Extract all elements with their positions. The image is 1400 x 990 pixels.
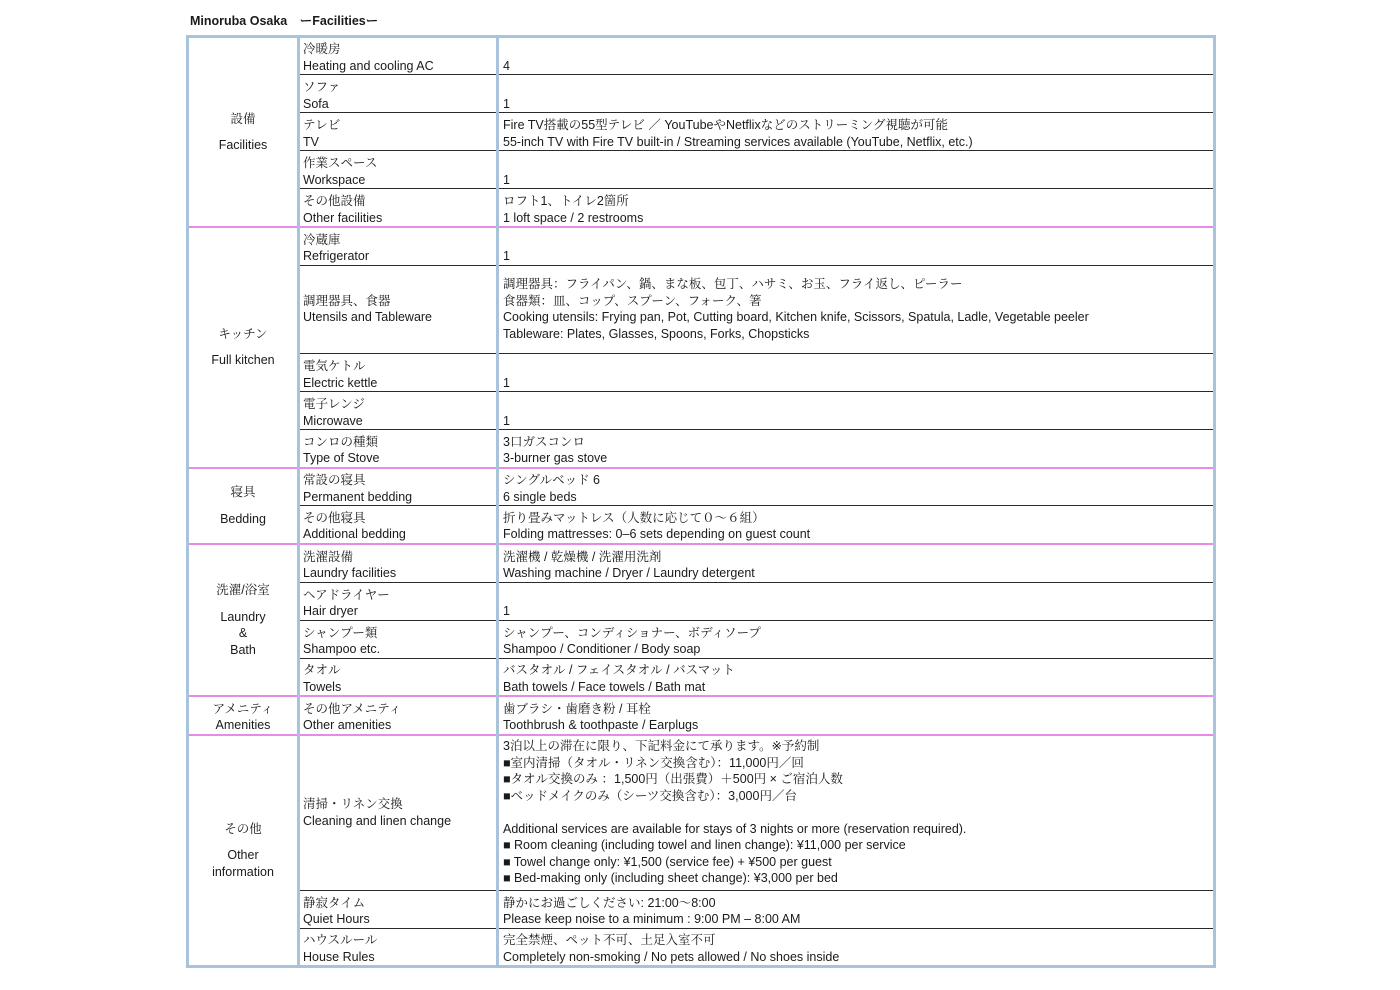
- value-line: Cooking utensils: Frying pan, Pot, Cutting board, Kitchen knife, Scissors, Spatula, Ladle, Vegetable peeler: [503, 310, 1089, 325]
- value-line: 3泊以上の滞在に限り、下記料金にて承ります。※予約制: [503, 739, 820, 754]
- item-label-ja: 清掃・リネン交換: [303, 797, 403, 812]
- table-row: [188, 151, 1215, 189]
- item-label-ja: ヘアドライヤー: [303, 587, 390, 602]
- value-line: 3-burner gas stove: [503, 451, 608, 466]
- value-line: Fire TV搭載の55型テレビ ／ YouTubeやNetflixなどのストリーミング視聴が可能: [503, 118, 948, 133]
- item-label-ja: 常設の寝具: [303, 473, 366, 488]
- item-label-en: Refrigerator: [303, 249, 369, 264]
- value-cell: [498, 113, 1215, 151]
- value-line: ■ Towel change only: ¥1,500 (service fee) + ¥500 per guest: [503, 854, 832, 869]
- item-label-en: Additional bedding: [303, 527, 406, 542]
- value-line: 1: [503, 249, 510, 264]
- value-line: 1: [503, 172, 510, 187]
- item-label-en: House Rules: [303, 949, 375, 964]
- category-label-ja: 洗濯/浴室: [216, 583, 270, 598]
- value-line: 洗濯機 / 乾燥機 / 洗濯用洗剤: [503, 549, 662, 564]
- value-cell: [498, 151, 1215, 189]
- value-line: シングルベッド 6: [503, 473, 600, 488]
- item-label-en: Workspace: [303, 172, 366, 187]
- item-label-en: Utensils and Tableware: [303, 310, 433, 325]
- table-row: [188, 227, 1215, 265]
- category-label-en: Other: [227, 848, 259, 863]
- item-cell: [299, 227, 498, 265]
- item-cell: [299, 890, 498, 928]
- value-cell: [498, 582, 1215, 620]
- item-label-en: Laundry facilities: [303, 566, 397, 581]
- item-label-ja: ソファ: [303, 80, 341, 95]
- item-cell: [299, 582, 498, 620]
- item-label-ja: その他設備: [303, 194, 366, 209]
- category-cell-facilities: [188, 37, 299, 228]
- value-line: ■ベッドメイクのみ（シーツ交換含む）：3,000円／台: [503, 788, 797, 803]
- value-line: 3口ガスコンロ: [503, 434, 585, 449]
- table-row: [188, 265, 1215, 353]
- item-label-ja: 冷暖房: [303, 42, 341, 57]
- value-line: バスタオル / フェイスタオル / バスマット: [503, 663, 735, 678]
- category-cell-other: [188, 735, 299, 967]
- item-label-ja: テレビ: [303, 118, 341, 133]
- item-label-en: Towels: [303, 679, 342, 694]
- value-line: 1: [503, 413, 510, 428]
- value-line: Folding mattresses: 0–6 sets depending on guest count: [503, 527, 811, 542]
- table-row: [188, 544, 1215, 582]
- value-line: Additional services are available for stays of 3 nights or more (reservation required).: [503, 821, 967, 836]
- value-line: 1 loft space / 2 restrooms: [503, 210, 644, 225]
- item-label-ja: ハウスルール: [303, 933, 378, 947]
- category-label-en: &: [238, 626, 248, 641]
- value-line: ロフト1、トイレ2箇所: [503, 194, 629, 209]
- item-cell: [299, 658, 498, 696]
- item-label-ja: その他アメニティ: [303, 701, 402, 716]
- table-row: [188, 696, 1215, 734]
- table-row: [188, 928, 1215, 966]
- item-label-ja: 静寂タイム: [303, 895, 366, 910]
- value-line: ■ Room cleaning (including towel and linen change): ¥11,000 per service: [503, 838, 906, 853]
- item-label-ja: タオル: [303, 663, 341, 678]
- table-row: [188, 392, 1215, 430]
- item-cell: [299, 928, 498, 966]
- value-cell: [498, 430, 1215, 468]
- value-line: Washing machine / Dryer / Laundry detergent: [503, 566, 755, 581]
- table-row: [188, 430, 1215, 468]
- table-row: [188, 658, 1215, 696]
- value-cell: [498, 890, 1215, 928]
- value-line: 歯ブラシ・歯磨き粉 / 耳栓: [503, 701, 651, 716]
- table-row: [188, 113, 1215, 151]
- item-label-ja: 電子レンジ: [303, 397, 365, 412]
- value-cell: [498, 189, 1215, 227]
- item-cell: [299, 151, 498, 189]
- item-cell: [299, 468, 498, 506]
- value-cell: [498, 392, 1215, 430]
- item-cell: [299, 544, 498, 582]
- item-label-en: Heating and cooling AC: [303, 58, 434, 73]
- category-label-ja: キッチン: [218, 326, 268, 341]
- item-cell: [299, 37, 498, 75]
- category-label-en: Bedding: [220, 511, 266, 526]
- item-cell: [299, 265, 498, 353]
- value-cell: [498, 227, 1215, 265]
- category-label-en: Full kitchen: [211, 353, 275, 368]
- table-row: [188, 189, 1215, 227]
- item-label-ja: シャンプー類: [303, 625, 378, 640]
- item-label-en: Type of Stove: [303, 451, 380, 466]
- value-cell: [498, 696, 1215, 734]
- table-row: [188, 353, 1215, 391]
- value-line: 1: [503, 96, 510, 111]
- item-cell: [299, 392, 498, 430]
- item-label-en: Other facilities: [303, 210, 383, 225]
- value-line: Please keep noise to a minimum : 9:00 PM – 8:00 AM: [503, 912, 801, 927]
- item-label-en: Shampoo etc.: [303, 642, 381, 657]
- item-label-ja: 洗濯設備: [303, 549, 354, 564]
- value-line: 55-inch TV with Fire TV built-in / Streaming services available (YouTube, Netflix, etc.): [503, 134, 973, 149]
- value-line: Bath towels / Face towels / Bath mat: [503, 679, 706, 694]
- item-cell: [299, 189, 498, 227]
- item-cell: [299, 506, 498, 544]
- value-cell: [498, 735, 1215, 891]
- value-cell: [498, 658, 1215, 696]
- item-cell: [299, 353, 498, 391]
- value-cell: [498, 928, 1215, 966]
- table-row: [188, 37, 1215, 75]
- value-cell: [498, 37, 1215, 75]
- value-cell: [498, 75, 1215, 113]
- value-cell: [498, 506, 1215, 544]
- item-label-en: Sofa: [303, 96, 329, 111]
- item-label-ja: 作業スペース: [303, 156, 378, 171]
- category-label-ja: 寝具: [230, 485, 256, 500]
- category-cell-kitchen: [188, 227, 299, 468]
- value-cell: [498, 353, 1215, 391]
- category-cell-amenities: [188, 696, 299, 734]
- table-row: [188, 582, 1215, 620]
- category-label-en: Bath: [230, 642, 256, 657]
- item-label-en: Cleaning and linen change: [303, 813, 452, 828]
- category-label-en: information: [212, 864, 274, 879]
- value-line: ■ Bed-making only (including sheet change): ¥3,000 per bed: [503, 871, 838, 886]
- value-line: Toothbrush & toothpaste / Earplugs: [503, 718, 699, 733]
- table-row: [188, 75, 1215, 113]
- item-label-ja: 冷蔵庫: [303, 232, 341, 247]
- table-row: [188, 506, 1215, 544]
- table-row: [188, 890, 1215, 928]
- value-cell: [498, 544, 1215, 582]
- item-label-en: TV: [303, 134, 319, 149]
- item-cell: [299, 735, 498, 891]
- value-line: Shampoo / Conditioner / Body soap: [503, 642, 701, 657]
- facilities-table: [186, 35, 1216, 968]
- value-line: 4: [503, 58, 510, 73]
- category-label-ja: 設備: [230, 111, 256, 126]
- category-label-ja: その他: [224, 821, 262, 836]
- value-cell: [498, 468, 1215, 506]
- item-label-ja: コンロの種類: [303, 434, 379, 449]
- item-cell: [299, 430, 498, 468]
- value-cell: [498, 265, 1215, 353]
- item-label-en: Other amenities: [303, 718, 392, 733]
- item-label-ja: 調理器具、食器: [303, 293, 391, 308]
- value-line: ■タオル交換のみ ：1,500円（出張費）＋500円 × ご宿泊人数: [503, 772, 843, 787]
- value-line: ■室内清掃（タオル・リネン交換含む）：11,000円／回: [503, 755, 804, 770]
- value-line: 調理器具：フライパン、鍋、まな板、包丁、ハサミ、お玉、フライ返し、ピーラー: [503, 277, 963, 292]
- value-line: 食器類：皿、コップ、スプーン、フォーク、箸: [503, 293, 762, 308]
- item-label-en: Hair dryer: [303, 604, 358, 619]
- item-label-ja: その他寝具: [303, 510, 366, 525]
- table-row: [188, 735, 1215, 891]
- value-line: 1: [503, 375, 510, 390]
- value-line: 6 single beds: [503, 489, 577, 504]
- category-label-en: Amenities: [215, 718, 271, 733]
- item-label-en: Microwave: [303, 413, 363, 428]
- item-label-ja: 電気ケトル: [303, 359, 366, 374]
- category-label-en: Laundry: [220, 609, 266, 624]
- value-line: Completely non-smoking / No pets allowed / No shoes inside: [503, 949, 840, 964]
- value-line: シャンプー、コンディショナー、ボディソープ: [503, 625, 762, 640]
- value-line: 完全禁煙、ペット不可、土足入室不可: [503, 933, 716, 947]
- value-line: 静かにお過ごしください: 21:00～8:00: [503, 895, 716, 910]
- category-cell-bedding: [188, 468, 299, 544]
- value-cell: [498, 620, 1215, 658]
- item-label-en: Electric kettle: [303, 375, 378, 390]
- table-row: [188, 468, 1215, 506]
- value-line: 1: [503, 604, 510, 619]
- table-row: [188, 620, 1215, 658]
- item-cell: [299, 113, 498, 151]
- item-label-en: Quiet Hours: [303, 912, 370, 927]
- page-title: Minoruba Osaka ーFacilitiesー: [190, 14, 379, 28]
- value-line: Tableware: Plates, Glasses, Spoons, Forks, Chopsticks: [503, 326, 810, 341]
- category-cell-laundry-bath: [188, 544, 299, 696]
- item-label-en: Permanent bedding: [303, 489, 413, 504]
- category-label-en: Facilities: [218, 138, 268, 153]
- category-label-ja: アメニティ: [212, 701, 274, 716]
- item-cell: [299, 696, 498, 734]
- item-cell: [299, 75, 498, 113]
- item-cell: [299, 620, 498, 658]
- value-line: 折り畳みマットレス（人数に応じて０～６組）: [503, 510, 765, 525]
